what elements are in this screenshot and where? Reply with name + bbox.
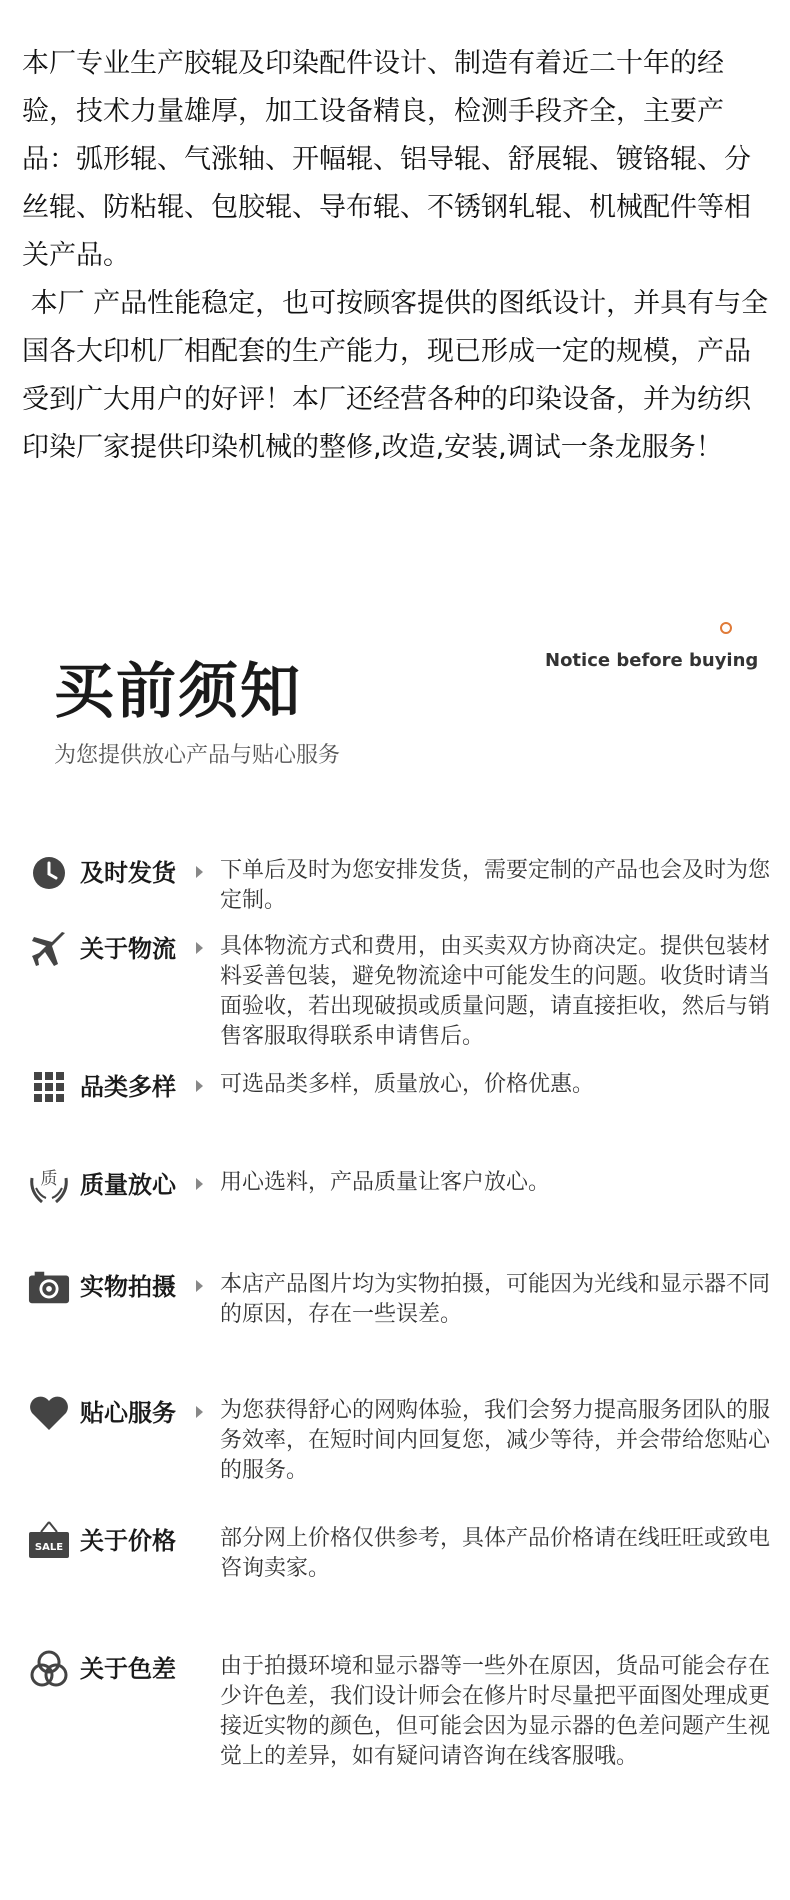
notice-header bbox=[0, 600, 790, 780]
item-label: 贴心服务 bbox=[80, 1399, 176, 1427]
chevron-right-icon bbox=[196, 1406, 203, 1418]
sale-tag-icon bbox=[28, 1520, 70, 1562]
item-label: 关于价格 bbox=[80, 1527, 176, 1555]
item-desc: 用心选料，产品质量让客户放心。 bbox=[220, 1170, 551, 1195]
color-circles-icon bbox=[28, 1648, 70, 1690]
item-label: 及时发货 bbox=[80, 859, 176, 887]
company-intro bbox=[22, 40, 770, 472]
item-label: 关于物流 bbox=[80, 935, 176, 963]
intro-paragraph-2: 本厂 产品性能稳定，也可按顾客提供的图纸设计，并具有与全国各大印机厂相配套的生产能力，现已形成一定的规模，产品受到广大用户的好评！本厂还经营各种的印染设备，并为纺织印染厂家提供印染机械的整修,改造,安装,调试一条龙服务！ bbox=[22, 288, 769, 463]
item-desc: 可选品类多样，质量放心，价格优惠。 bbox=[220, 1072, 595, 1097]
quality-hands-icon bbox=[28, 1164, 70, 1206]
sale-tag-text: SALE bbox=[34, 1542, 64, 1553]
item-label: 品类多样 bbox=[80, 1073, 176, 1101]
item-desc: 由于拍摄环境和显示器等一些外在原因，货品可能会存在少许色差，我们设计师会在修片时尽量把平面图处理成更接近实物的颜色，但可能会因为显示器的色差问题产生视觉上的差异，如有疑问请咨询在线客服哦。 bbox=[220, 1654, 771, 1769]
notice-title-en: Notice before buying bbox=[545, 650, 759, 671]
item-label: 质量放心 bbox=[80, 1171, 176, 1199]
item-label: 关于色差 bbox=[80, 1655, 176, 1683]
quality-icon-text: 质 bbox=[40, 1169, 58, 1189]
chevron-right-icon bbox=[196, 866, 203, 878]
notice-title: 买前须知 bbox=[54, 657, 302, 727]
item-desc: 本店产品图片均为实物拍摄，可能因为光线和显示器不同的原因，存在一些误差。 bbox=[220, 1272, 771, 1327]
clock-icon bbox=[28, 852, 70, 894]
item-desc: 部分网上价格仅供参考，具体产品价格请在线旺旺或致电咨询卖家。 bbox=[220, 1526, 771, 1581]
grid-icon bbox=[28, 1066, 70, 1108]
notice-subtitle: 为您提供放心产品与贴心服务 bbox=[54, 743, 341, 768]
item-desc: 具体物流方式和费用，由买卖双方协商决定。提供包装材料妥善包装，避免物流途中可能发生的问题。收货时请当面验收，若出现破损或质量问题，请直接拒收，然后与销售客服取得联系申请售后。 bbox=[220, 934, 771, 1049]
item-desc: 为您获得舒心的网购体验，我们会努力提高服务团队的服务效率，在短时间内回复您，减少等待，并会带给您贴心的服务。 bbox=[220, 1398, 771, 1483]
chevron-right-icon bbox=[196, 1280, 203, 1292]
intro-paragraph-1: 本厂专业生产胶辊及印染配件设计、制造有着近二十年的经验，技术力量雄厚，加工设备精良，检测手段齐全，主要产品：弧形辊、气涨轴、开幅辊、铝导辊、舒展辊、镀铬辊、分丝辊、防粘辊、包胶辊、导布辊、不锈钢轧辊、机械配件等相关产品。 bbox=[22, 48, 751, 271]
item-label: 实物拍摄 bbox=[80, 1273, 176, 1301]
chevron-right-icon bbox=[196, 942, 203, 954]
airplane-icon bbox=[28, 928, 70, 970]
heart-icon bbox=[28, 1392, 70, 1434]
accent-dot-icon bbox=[720, 622, 732, 634]
camera-icon bbox=[28, 1266, 70, 1308]
item-desc: 下单后及时为您安排发货，需要定制的产品也会及时为您定制。 bbox=[220, 858, 771, 913]
chevron-right-icon bbox=[196, 1178, 203, 1190]
chevron-right-icon bbox=[196, 1080, 203, 1092]
